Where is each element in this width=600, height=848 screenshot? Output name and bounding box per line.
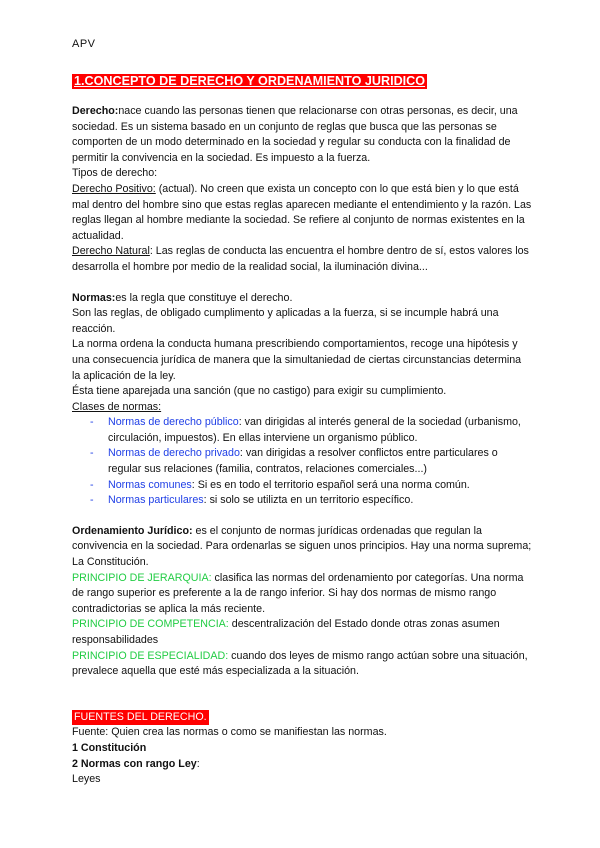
list-item-text: : Si es en todo el territorio español será una norma común. — [191, 478, 470, 491]
list-item-label: Normas comunes — [108, 478, 192, 491]
derecho-text: nace cuando las personas tienen que relacionarse con otras personas, es decir, una sociedad. Es un sistema basado en un conjunto de reglas que busca que las personas se comporten de un modo determinado en la sociedad y regular su conducta con la finalidad de permitir la convivencia en la sociedad. Es impuesto a la fuerza. — [72, 105, 518, 164]
list-item-label: Normas particulares — [108, 494, 204, 507]
list-item — [72, 415, 532, 446]
normas-text: es la regla que constituye el derecho. — [115, 291, 293, 304]
principio-text: descentralización del Estado donde otras zonas asumen responsabilidades — [72, 618, 500, 646]
header-initials: APV — [72, 38, 96, 50]
spacer — [72, 680, 532, 695]
ordenamiento-text: es el conjunto de normas jurídicas ordenadas que regulan la convivencia en la sociedad. Para ordenarlas se siguen unos principios. Hay una norma suprema; La Constitución. — [72, 524, 532, 569]
page-title: 1.CONCEPTO DE DERECHO Y ORDENAMIENTO JURIDICO — [74, 74, 426, 88]
normas-paragraph — [72, 291, 532, 307]
list-item-text: : si solo se utilizta en un territorio específico. — [203, 494, 414, 507]
list-dash: - — [90, 447, 94, 460]
derecho-paragraph — [72, 104, 532, 166]
clases-normas-list — [72, 415, 532, 509]
spacer — [72, 695, 532, 710]
fuentes-item-2-suffix: : — [196, 757, 200, 770]
principio-jerarquia — [72, 571, 532, 618]
normas-p2: La norma ordena la conducta humana prescribiendo comportamientos, recoge una hipótesis y una consecuencia jurídica de manera que la simultaniedad de ciertas circunstancias determina la aplicación de la ley. — [72, 338, 522, 382]
principio-text: cuando dos leyes de mismo rango actúan sobre una situación, prevalece aquella que esté más especializada a la situación. — [72, 649, 528, 678]
derecho-term: Derecho: — [72, 105, 119, 117]
document-body — [72, 104, 532, 788]
derecho-natural-text: : Las reglas de conducta las encuentra el hombre dentro de sí, estos valores los desarrolla el hombre por medio de la realidad social, la iluminación divina... — [72, 245, 529, 273]
fuentes-item-1: 1 Constitución — [72, 741, 147, 754]
normas-term: Normas: — [72, 291, 116, 304]
spacer — [72, 509, 532, 524]
spacer — [72, 276, 532, 291]
fuentes-heading: FUENTES DEL DERECHO. — [72, 710, 209, 726]
list-item — [72, 493, 532, 509]
list-item-label: Normas de derecho público — [108, 416, 239, 429]
derecho-natural-term: Derecho Natural — [72, 245, 150, 258]
fuentes-item-2: 2 Normas con rango Ley — [72, 757, 197, 770]
fuentes-heading-line — [72, 710, 532, 726]
principio-label: PRINCIPIO DE JERARQUIA: — [72, 571, 212, 584]
fuentes-intro: Fuente: Quien crea las normas o como se manifiestan las normas. — [72, 726, 387, 739]
derecho-natural-paragraph — [72, 244, 532, 275]
list-dash: - — [90, 478, 94, 491]
principio-especialidad — [72, 649, 532, 680]
derecho-positivo-text: (actual). No creen que exista un concepto con lo que está bien y lo que está mal dentro del hombre sino que estas reglas aparecen mediante el entendimiento y la razón. Las reglas llegan al hombre mediante la sociedad. Se refiere al conjunto de normas existentes en la actualidad. — [72, 182, 532, 242]
normas-p1: Son las reglas, de obligado cumplimento y aplicadas a la fuerza, si se incumple habrá una reacción. — [72, 307, 499, 335]
list-item-text: : van dirigidas al interés general de la sociedad (urbanismo, circulación, impuestos). En ellas interviene un organismo público. — [108, 416, 521, 444]
fuentes-item-3: Leyes — [72, 773, 101, 786]
tipos-derecho: Tipos de derecho: — [72, 167, 158, 180]
principio-label: PRINCIPIO DE COMPETENCIA: — [72, 618, 229, 631]
clases-normas-heading: Clases de normas: — [72, 400, 162, 413]
list-dash: - — [90, 494, 94, 507]
derecho-positivo-paragraph — [72, 182, 532, 244]
normas-p3: Ésta tiene aparejada una sanción (que no castigo) para exigir su cumplimiento. — [72, 385, 447, 398]
principio-competencia — [72, 617, 532, 648]
fuentes-item-2-line — [72, 757, 532, 773]
ordenamiento-paragraph — [72, 524, 532, 571]
derecho-positivo-term: Derecho Positivo: — [72, 182, 156, 195]
ordenamiento-term: Ordenamiento Jurídico: — [72, 524, 193, 537]
list-item — [72, 478, 532, 494]
list-item-text: : van dirigidas a resolver conflictos entre particulares o regular sus relaciones (familia, contratos, relaciones comerciales...) — [108, 447, 498, 476]
title-block — [72, 72, 427, 90]
list-dash: - — [90, 416, 94, 429]
list-item — [72, 446, 532, 477]
principio-text: clasifica las normas del ordenamiento por categorías. Una norma de rango superior es preferente a la de rango inferior. Si hay dos normas de mismo rango contradictorias se aplica la más reciente. — [72, 571, 524, 615]
principio-label: PRINCIPIO DE ESPECIALIDAD: — [72, 649, 229, 662]
list-item-label: Normas de derecho privado — [108, 447, 240, 460]
